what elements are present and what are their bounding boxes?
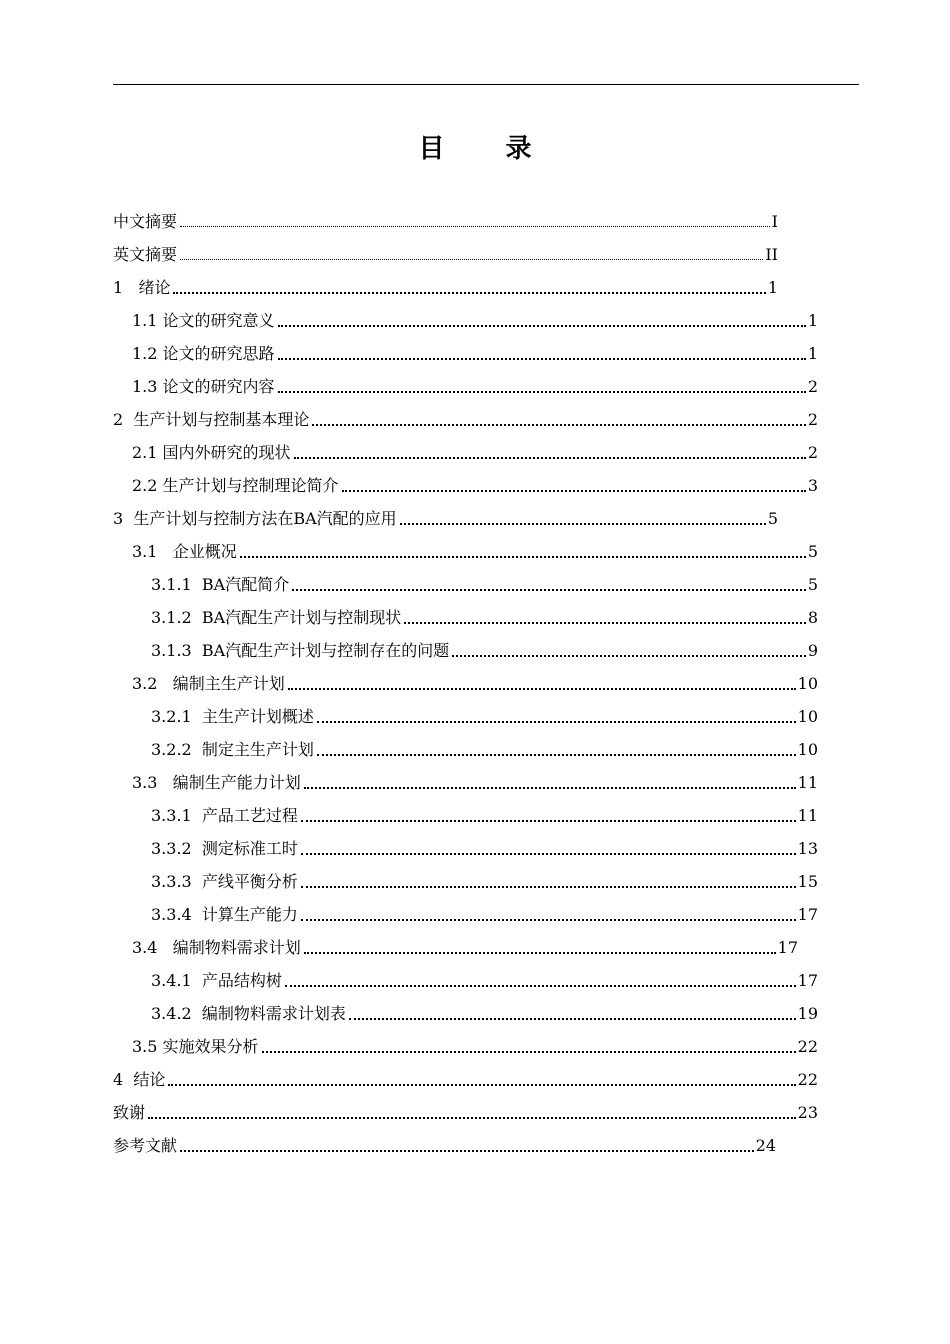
toc-entry-label: 4 结论 [113,1070,166,1089]
toc-entry-label: 致谢 [113,1103,146,1122]
toc-entry-3-3-4[interactable] [151,902,818,926]
toc-entry-3-1[interactable] [132,539,818,563]
toc-entry-label: 3.1 企业概况 [132,542,237,561]
toc-entry-3-4-2[interactable] [151,1001,818,1025]
toc-dot-leader [301,820,796,822]
toc-entry-label: 1.2 论文的研究思路 [132,344,275,363]
toc-entry-label: 3.3.2 测定标准工时 [151,839,298,858]
toc-entry-page: 2 [807,377,818,396]
toc-entry-label: 3.3.1 产品工艺过程 [151,806,298,825]
toc-entry-page: 22 [797,1037,818,1056]
toc-entry-label: 3.4.1 产品结构树 [151,971,282,990]
toc-dot-leader [317,754,796,756]
toc-entry-page: 22 [797,1070,818,1089]
toc-dot-leader [278,358,806,360]
toc-entry-3-1-1[interactable] [151,572,818,596]
toc-dot-leader [262,1051,796,1053]
toc-entry-3-2[interactable] [132,671,818,695]
toc-entry-label: 3.5 实施效果分析 [132,1037,259,1056]
toc-entry-label: 3.1.1 BA汽配简介 [151,575,290,594]
toc-entry-label: 3.3.4 计算生产能力 [151,905,298,924]
toc-dot-leader [312,424,805,426]
toc-entry-page: 13 [797,839,818,858]
toc-entry-page: 11 [797,773,818,792]
toc-entry-1-3[interactable] [132,374,818,398]
toc-entry-label: 3.2.1 主生产计划概述 [151,707,314,726]
toc-entry-page: 3 [807,476,818,495]
toc-entry-page: 2 [807,443,818,462]
toc-entry-page: 10 [797,674,818,693]
toc-entry-ch4[interactable] [113,1067,818,1091]
toc-dot-leader [148,1117,796,1119]
toc-entry-3-3-1[interactable] [151,803,818,827]
toc-entry-3-3[interactable] [132,770,818,794]
toc-dot-leader [400,523,766,525]
toc-entry-3-1-2[interactable] [151,605,818,629]
toc-entry-page: 10 [797,707,818,726]
toc-dot-leader [342,490,806,492]
toc-entry-label: 1.1 论文的研究意义 [132,311,275,330]
toc-entry-page: 19 [797,1004,818,1023]
toc-entry-label: 3.2 编制主生产计划 [132,674,285,693]
toc-entry-ch2[interactable] [113,407,818,431]
toc-dot-leader [317,721,796,723]
toc-entry-label: 1 绪论 [113,278,171,297]
toc-entry-page: 11 [797,806,818,825]
toc-entry-page: I [771,212,778,231]
toc-entry-label: 3.3 编制生产能力计划 [132,773,301,792]
toc-entry-page: 24 [755,1136,776,1155]
toc-entry-page: 5 [807,575,818,594]
toc-entry-abstract-en[interactable] [113,242,778,266]
toc-dot-leader [278,325,806,327]
toc-dot-leader [180,1150,754,1152]
toc-dot-leader [452,655,806,657]
toc-entry-label: 英文摘要 [113,245,178,264]
toc-entry-page: 1 [807,311,818,330]
page-title: 目 录 [418,134,558,164]
toc-entry-3-2-2[interactable] [151,737,818,761]
toc-entry-page: 9 [807,641,818,660]
toc-entry-3-4[interactable] [132,935,798,959]
toc-entry-page: 10 [797,740,818,759]
toc-entry-label: 3.1.3 BA汽配生产计划与控制存在的问题 [151,641,450,660]
toc-dot-leader [404,622,806,624]
toc-entry-3-2-1[interactable] [151,704,818,728]
toc-dot-leader [240,556,806,558]
toc-entry-abstract-zh[interactable] [113,209,778,233]
toc-entry-3-5[interactable] [132,1034,818,1058]
toc-entry-page: 17 [797,905,818,924]
toc-dot-leader [285,985,796,987]
toc-entry-label: 3.4 编制物料需求计划 [132,938,301,957]
toc-entry-label: 3.4.2 编制物料需求计划表 [151,1004,346,1023]
toc-dot-leader [294,457,806,459]
toc-entry-3-3-2[interactable] [151,836,818,860]
toc-entry-label: 1.3 论文的研究内容 [132,377,275,396]
toc-dot-leader [288,688,796,690]
toc-dot-leader [173,292,765,294]
toc-dot-leader [278,391,806,393]
toc-entry-3-4-1[interactable] [151,968,818,992]
toc-entry-label: 3.3.3 产线平衡分析 [151,872,298,891]
toc-entry-page: 8 [807,608,818,627]
toc-dot-leader [301,919,796,921]
toc-entry-label: 2.1 国内外研究的现状 [132,443,291,462]
toc-entry-references[interactable] [113,1133,776,1157]
toc-entry-page: 17 [777,938,798,957]
toc-dot-leader [304,952,776,954]
toc-dot-leader [180,259,763,260]
toc-dot-leader [292,589,806,591]
toc-dot-leader [180,226,770,227]
toc-dot-leader [301,853,796,855]
toc-entry-label: 中文摘要 [113,212,178,231]
toc-entry-label: 3.2.2 制定主生产计划 [151,740,314,759]
toc-entry-page: II [765,245,778,264]
toc-entry-page: 23 [797,1103,818,1122]
toc-dot-leader [301,886,796,888]
toc-entry-label: 参考文献 [113,1136,178,1155]
toc-entry-label: 3.1.2 BA汽配生产计划与控制现状 [151,608,402,627]
toc-entry-label: 2.2 生产计划与控制理论简介 [132,476,339,495]
toc-entry-acknowledgements[interactable] [113,1100,818,1124]
toc-entry-2-1[interactable] [132,440,818,464]
toc-entry-page: 5 [767,509,778,528]
toc-dot-leader [349,1018,796,1020]
toc-entry-ch3[interactable] [113,506,778,530]
toc-entry-1-1[interactable] [132,308,818,332]
toc-dot-leader [304,787,796,789]
toc-entry-page: 15 [797,872,818,891]
toc-entry-3-1-3[interactable] [151,638,818,662]
toc-entry-ch1[interactable] [113,275,778,299]
toc-entry-page: 1 [767,278,778,297]
toc-entry-page: 1 [807,344,818,363]
toc-entry-label: 2 生产计划与控制基本理论 [113,410,310,429]
toc-entry-page: 17 [797,971,818,990]
toc-entry-3-3-3[interactable] [151,869,818,893]
toc-entry-2-2[interactable] [132,473,818,497]
toc-entry-page: 2 [807,410,818,429]
toc-entry-label: 3 生产计划与控制方法在BA汽配的应用 [113,509,397,528]
toc-entry-page: 5 [807,542,818,561]
toc-dot-leader [168,1084,795,1086]
toc-entry-1-2[interactable] [132,341,818,365]
